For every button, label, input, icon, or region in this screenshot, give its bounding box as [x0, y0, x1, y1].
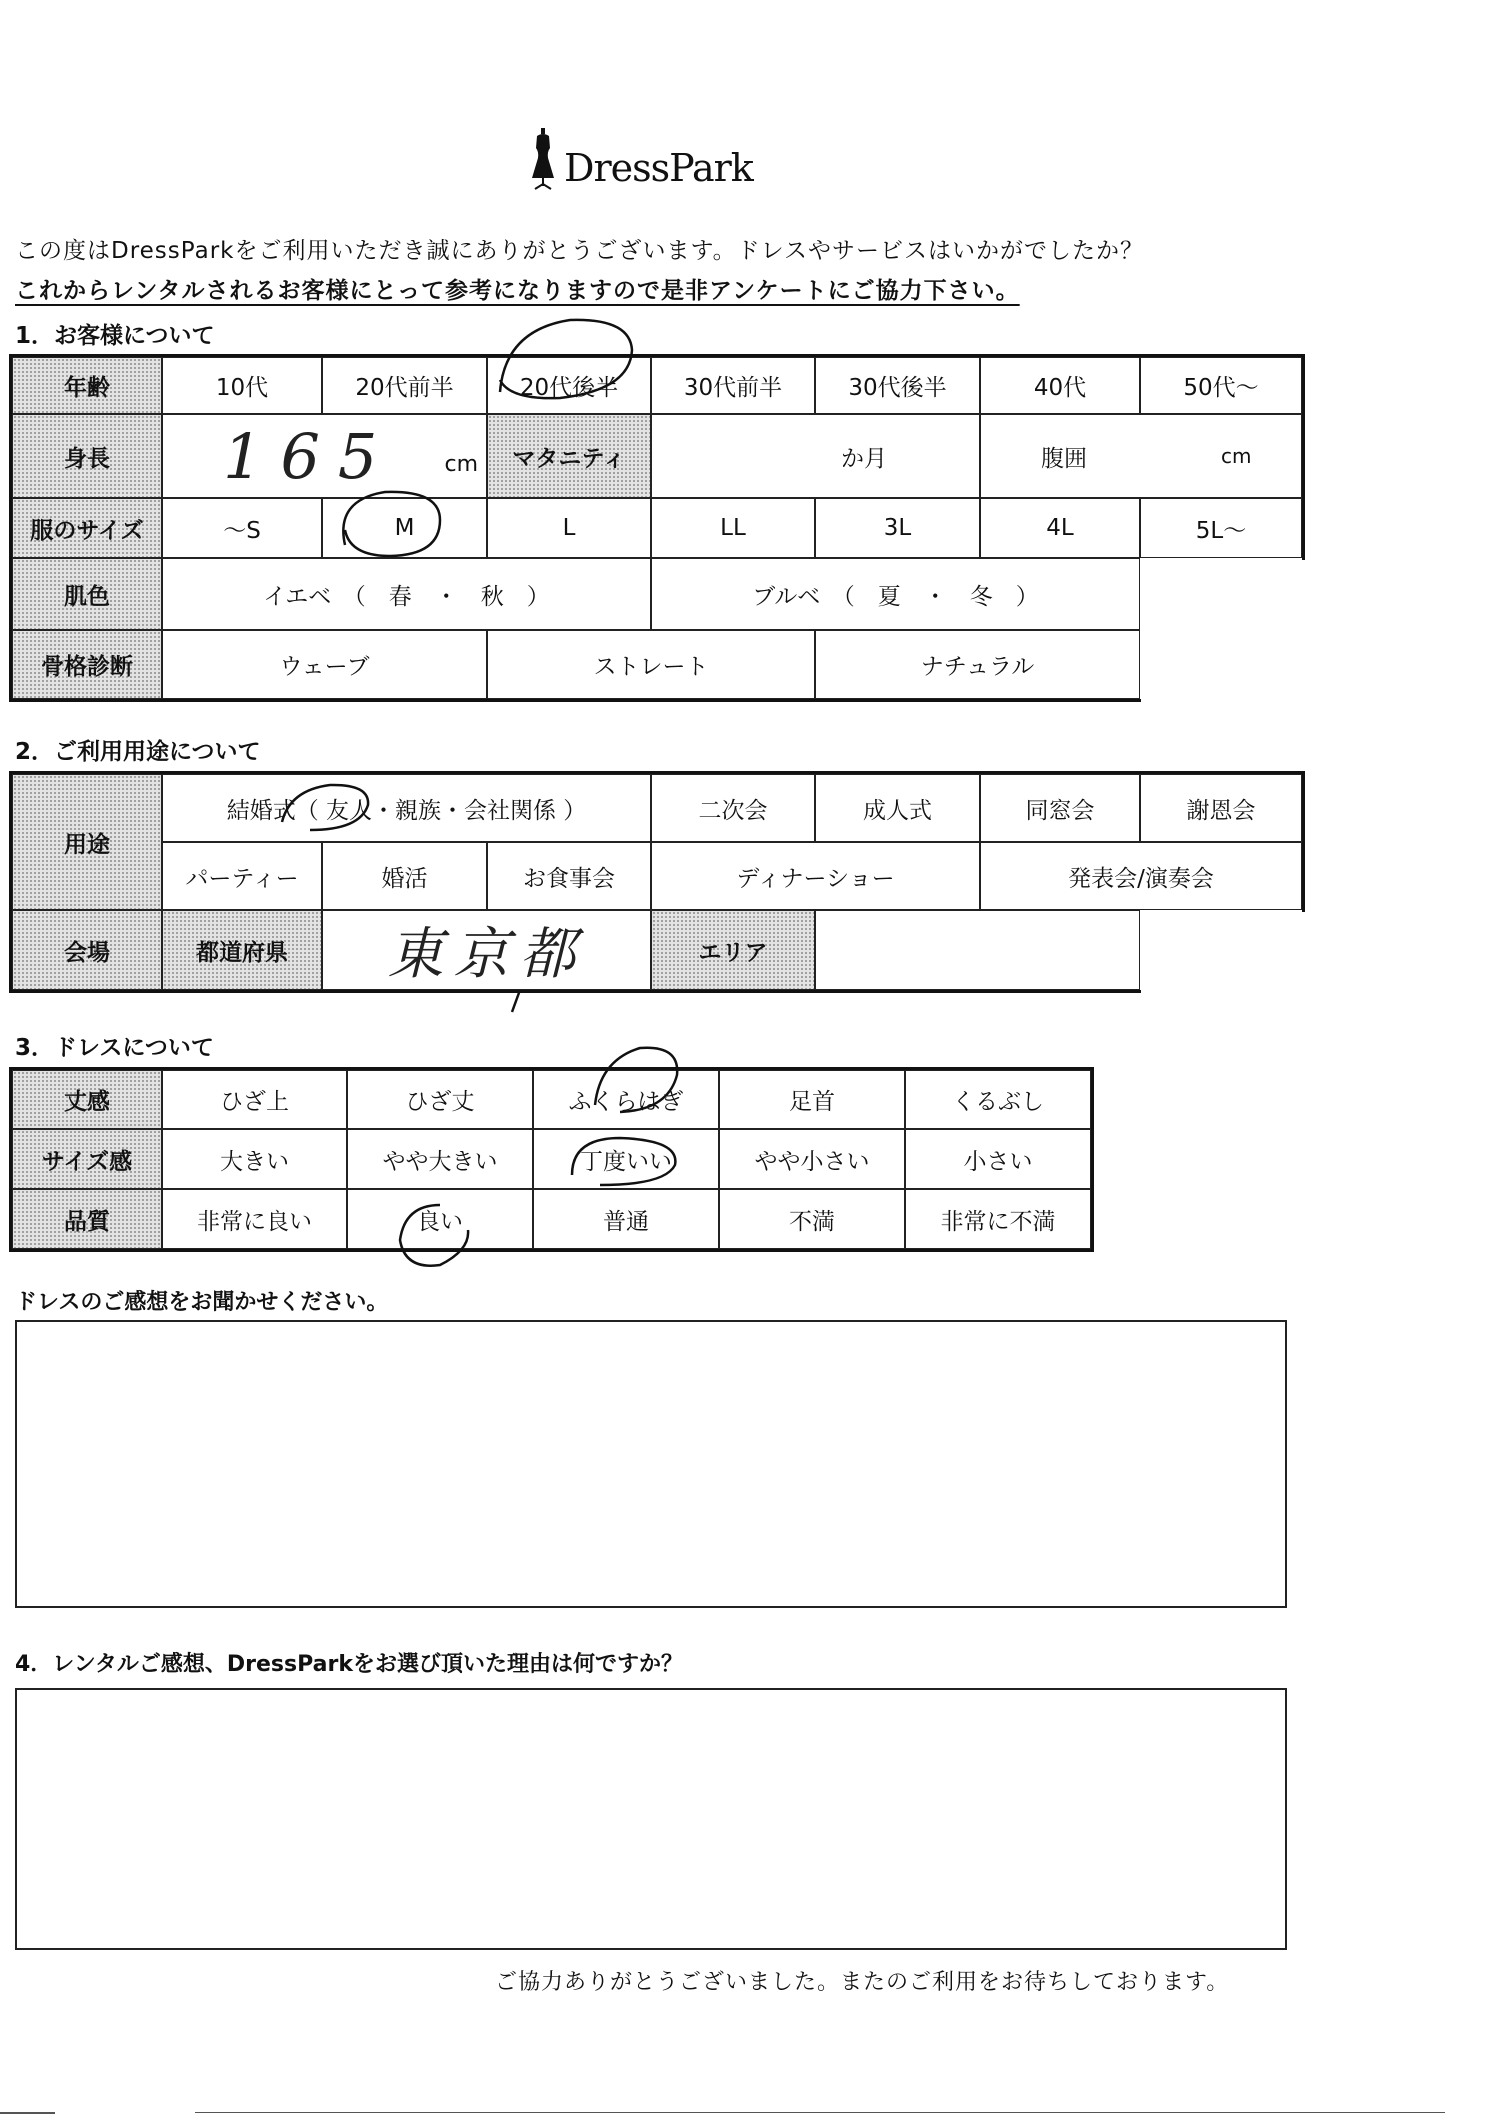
height-value: 165 — [223, 419, 396, 493]
frame-option[interactable]: ウェーブ — [162, 630, 487, 699]
intro-text: この度はDressParkをご利用いただき誠にありがとうございます。ドレスやサービスはいかがでしたか？ — [15, 238, 1144, 264]
age-option[interactable]: 30代後半 — [815, 357, 980, 414]
size-option[interactable]: 3L — [815, 498, 980, 558]
area-label: エリア — [651, 910, 815, 990]
age-option-selected[interactable]: 20代後半 — [487, 357, 651, 414]
maternity-label: マタニティ — [487, 414, 651, 498]
prefecture-label: 都道府県 — [162, 910, 322, 990]
area-field[interactable] — [815, 910, 1140, 990]
purpose-option[interactable]: ディナーショー — [651, 842, 980, 910]
section1-title: 1．お客様について — [15, 323, 215, 349]
age-option[interactable]: 20代前半 — [322, 357, 487, 414]
frame-option[interactable]: ストレート — [487, 630, 815, 699]
length-option[interactable]: ひざ丈 — [347, 1070, 533, 1129]
footer-divider — [195, 2112, 1445, 2113]
size-option-selected[interactable]: M — [322, 498, 487, 558]
age-option[interactable]: 40代 — [980, 357, 1140, 414]
waist-label: 腹囲 — [1041, 445, 1087, 472]
dress-form-icon — [530, 128, 556, 190]
size-option[interactable]: 4L — [980, 498, 1140, 558]
prefecture-field[interactable] — [322, 910, 651, 990]
quality-option[interactable]: 不満 — [719, 1189, 905, 1249]
purpose-option[interactable]: 謝恩会 — [1140, 774, 1302, 842]
closing-message: ご協力ありがとうございました。またのご利用をお待ちしております。 — [495, 1970, 1230, 1995]
fit-option[interactable]: 小さい — [905, 1129, 1091, 1189]
intro-request: これからレンタルされるお客様にとって参考になりますので是非アンケートにご協力下さい。 — [15, 278, 1020, 304]
waist-field[interactable] — [980, 414, 1302, 498]
stroke-under-prefecture — [512, 990, 520, 1012]
fit-option[interactable]: やや大きい — [347, 1129, 533, 1189]
size-option[interactable]: 5L～ — [1140, 498, 1302, 558]
skin-label: 肌色 — [12, 558, 162, 630]
purpose-label: 用途 — [12, 774, 162, 910]
age-option[interactable]: 30代前半 — [651, 357, 815, 414]
brand-logo — [530, 128, 753, 190]
section3-title: 3．ドレスについて — [15, 1035, 214, 1061]
dress-comment-prompt: ドレスのご感想をお聞かせください。 — [15, 1290, 389, 1315]
brand-name: DressPark — [564, 146, 753, 190]
fit-option[interactable]: 大きい — [162, 1129, 347, 1189]
length-option[interactable]: くるぶし — [905, 1070, 1091, 1129]
prefecture-value: 東京都 — [387, 922, 586, 987]
length-option[interactable]: 足首 — [719, 1070, 905, 1129]
height-unit: cm — [444, 452, 478, 477]
skin-blue-option[interactable]: ブルベ （ 夏 ・ 冬 ） — [651, 558, 1140, 630]
skin-yellow-option[interactable]: イエベ （ 春 ・ 秋 ） — [162, 558, 651, 630]
purpose-option[interactable]: 同窓会 — [980, 774, 1140, 842]
section4-title: 4．レンタルご感想、DressParkをお選び頂いた理由は何ですか？ — [15, 1652, 683, 1677]
size-label: 服のサイズ — [12, 498, 162, 558]
table-notch — [1141, 560, 1311, 705]
height-field[interactable] — [162, 414, 487, 498]
length-option[interactable]: ひざ上 — [162, 1070, 347, 1129]
table-notch — [1141, 912, 1311, 997]
quality-option[interactable]: 非常に良い — [162, 1189, 347, 1249]
fit-option[interactable]: やや小さい — [719, 1129, 905, 1189]
size-option[interactable]: LL — [651, 498, 815, 558]
height-label: 身長 — [12, 414, 162, 498]
quality-label: 品質 — [12, 1189, 162, 1249]
purpose-option[interactable]: お食事会 — [487, 842, 651, 910]
purpose-option[interactable]: 婚活 — [322, 842, 487, 910]
rental-comment-box[interactable] — [15, 1688, 1287, 1950]
section2-title: 2．ご利用用途について — [15, 739, 261, 765]
size-option[interactable]: L — [487, 498, 651, 558]
age-option[interactable]: 10代 — [162, 357, 322, 414]
quality-option[interactable]: 普通 — [533, 1189, 719, 1249]
quality-option-selected[interactable]: 良い — [347, 1189, 533, 1249]
purpose-wedding[interactable]: 結婚式（ 友人・親族・会社関係 ） — [162, 774, 651, 842]
maternity-months-field[interactable] — [651, 414, 980, 498]
age-label: 年齢 — [12, 357, 162, 414]
quality-option[interactable]: 非常に不満 — [905, 1189, 1091, 1249]
months-unit: か月 — [841, 445, 887, 472]
length-option-selected[interactable]: ふくらはぎ — [533, 1070, 719, 1129]
fit-label: サイズ感 — [12, 1129, 162, 1189]
waist-unit: cm — [1221, 444, 1252, 468]
frame-option[interactable]: ナチュラル — [815, 630, 1140, 699]
purpose-option[interactable]: 成人式 — [815, 774, 980, 842]
purpose-option[interactable]: 発表会/演奏会 — [980, 842, 1302, 910]
size-option[interactable]: ～S — [162, 498, 322, 558]
age-option[interactable]: 50代～ — [1140, 357, 1302, 414]
purpose-option[interactable]: パーティー — [162, 842, 322, 910]
frame-label: 骨格診断 — [12, 630, 162, 699]
venue-label: 会場 — [12, 910, 162, 990]
footer-divider — [0, 2112, 55, 2114]
dress-comment-box[interactable] — [15, 1320, 1287, 1608]
purpose-option[interactable]: 二次会 — [651, 774, 815, 842]
length-label: 丈感 — [12, 1070, 162, 1129]
fit-option-selected[interactable]: 丁度いい — [533, 1129, 719, 1189]
